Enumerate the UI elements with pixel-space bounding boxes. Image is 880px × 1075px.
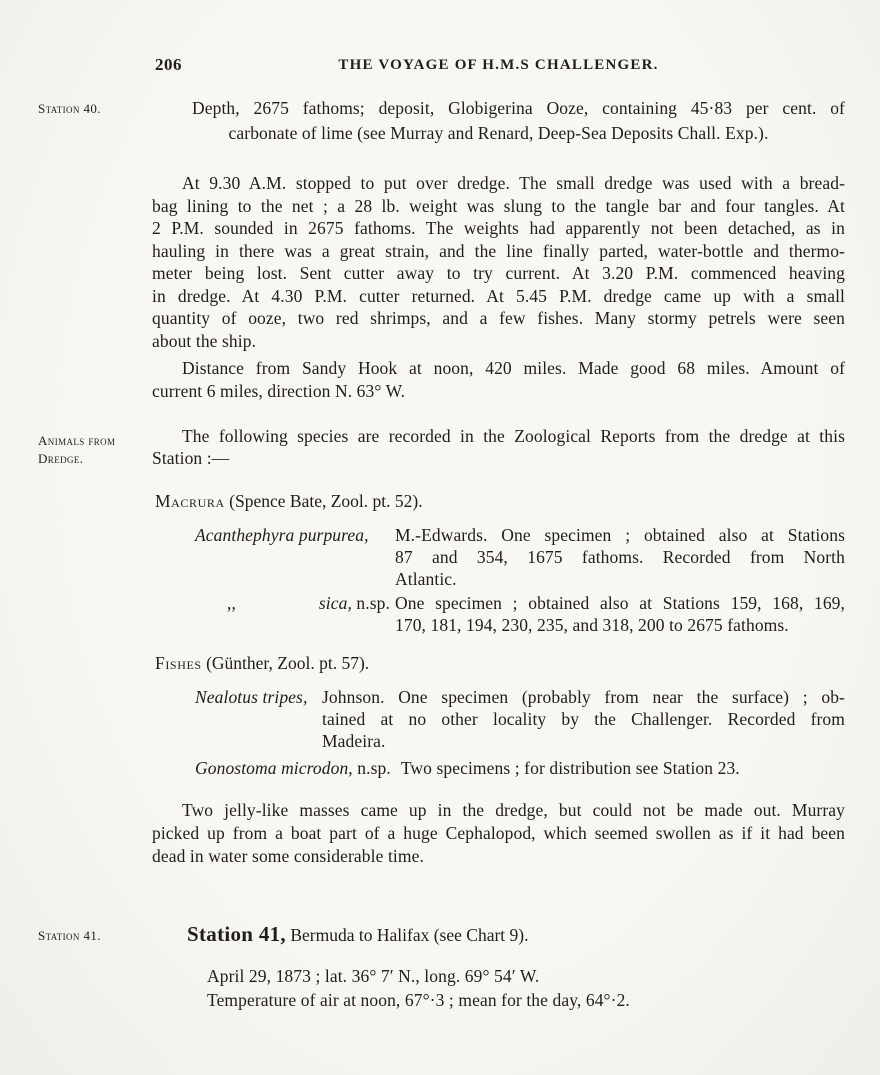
station-41-subtitle: Bermuda to Halifax (see Chart 9). xyxy=(285,925,529,945)
species-name-suffix: n.sp. xyxy=(352,758,391,778)
station-41-date-line: April 29, 1873 ; lat. 36° 7′ N., long. 69° 54′ W. xyxy=(207,966,540,986)
fishes-heading xyxy=(152,652,845,674)
station-41-heading xyxy=(187,922,845,947)
macrura-heading-name: Macrura xyxy=(155,491,225,511)
closing-line: dead in water some considerable time. xyxy=(152,846,424,866)
species-desc-line: 170, 181, 194, 230, 235, and 318, 200 to 2675 fathoms. xyxy=(395,615,789,635)
species-name: Nealotus tripes, xyxy=(195,687,308,707)
running-title: THE VOYAGE OF H.M.S CHALLENGER. xyxy=(338,57,659,73)
narrative-line: in dredge. At 4.30 P.M. cutter returned. At 5.45 P.M. dredge came up with a small xyxy=(152,285,845,306)
macrura-heading-rest: (Spence Bate, Zool. pt. 52). xyxy=(224,491,423,511)
closing-paragraph xyxy=(152,799,845,868)
species-desc-line: Madeira. xyxy=(322,731,386,751)
summary-line: carbonate of lime (see Murray and Renard, Deep-Sea Deposits Chall. Exp.). xyxy=(228,123,769,143)
station-40-summary xyxy=(152,96,845,146)
species-desc-line: tained at no other locality by the Challenger. Recorded from xyxy=(322,709,845,729)
distance-line: current 6 miles, direction N. 63° W. xyxy=(152,381,406,401)
species-desc-line: M.-Edwards. One specimen ; obtained also at Stations xyxy=(395,525,845,545)
margin-note-station-41: Station 41. xyxy=(38,928,101,943)
margin-note-line: Animals from xyxy=(38,433,116,448)
narrative-line: hauling in there was a great strain, and the line finally parted, water-bottle and thermo- xyxy=(152,240,845,261)
species-intro-line: Station :— xyxy=(152,448,230,468)
species-entry-gonostoma-microdon xyxy=(195,757,845,779)
species-desc-line: One specimen ; obtained also at Stations 159, 168, 169, xyxy=(395,593,845,613)
station-41-title: Station 41, xyxy=(187,922,286,946)
species-intro-line: The following species are recorded in the Zoological Reports from the dredge at this xyxy=(182,426,845,446)
species-desc-line: Johnson. One specimen (probably from near the surface) ; ob- xyxy=(322,687,845,707)
closing-line: Two jelly-like masses came up in the dredge, but could not be made out. Murray xyxy=(182,800,845,820)
fishes-heading-rest: (Günther, Zool. pt. 57). xyxy=(201,653,370,673)
margin-note-animals-from-dredge xyxy=(38,432,150,468)
fishes-heading-name: Fishes xyxy=(155,653,202,673)
margin-note-station-40: Station 40. xyxy=(38,101,101,116)
closing-line: picked up from a boat part of a huge Cephalopod, which seemed swollen as if it had been xyxy=(152,823,845,843)
species-name-suffix: n.sp. xyxy=(351,593,390,613)
ditto-mark: ,, xyxy=(227,593,236,613)
narrative-line: bag lining to the net ; a 28 lb. weight was slung to the tangle bar and four tangles. At xyxy=(152,195,845,216)
narrative-line: At 9.30 A.M. stopped to put over dredge. The small dredge was used with a bread- xyxy=(182,173,845,193)
narrative-line: quantity of ooze, two red shrimps, and a few fishes. Many stormy petrels were seen xyxy=(152,308,845,328)
species-entry-nealotus-tripes xyxy=(195,686,845,752)
species-desc-line: Atlantic. xyxy=(395,569,457,589)
station-41-details xyxy=(207,964,845,1012)
species-name: Acanthephyra purpurea, xyxy=(195,525,369,545)
station-41-temperature-line: Temperature of air at noon, 67°·3 ; mean for the day, 64°·2. xyxy=(207,990,630,1010)
species-entry-acanthephyra-purpurea xyxy=(195,524,845,590)
page-number: 206 xyxy=(155,55,182,74)
species-name: Gonostoma microdon, xyxy=(195,758,353,778)
species-desc-line: Two specimens ; for distribution see Station 23. xyxy=(400,758,740,778)
text-column xyxy=(152,0,845,1075)
summary-line: Depth, 2675 fathoms; deposit, Globigerina Ooze, containing 45·83 per cent. of xyxy=(192,98,845,118)
narrative-line: meter being lost. Sent cutter away to try current. At 3.20 P.M. commenced heaving xyxy=(152,263,845,283)
macrura-heading xyxy=(152,490,845,512)
species-entry-acanthephyra-sica xyxy=(195,592,845,636)
species-intro xyxy=(152,425,845,469)
species-name: sica, xyxy=(318,593,352,613)
species-desc-line: 87 and 354, 1675 fathoms. Recorded from North xyxy=(395,547,845,567)
distance-line: Distance from Sandy Hook at noon, 420 miles. Made good 68 miles. Amount of xyxy=(182,358,845,378)
narrative-line: 2 P.M. sounded in 2675 fathoms. The weights had apparently not been detached, as in xyxy=(152,218,845,238)
margin-note-line: Dredge. xyxy=(38,451,84,466)
station-40-narrative xyxy=(152,172,845,352)
narrative-line: about the ship. xyxy=(152,330,257,351)
distance-paragraph xyxy=(152,357,845,403)
